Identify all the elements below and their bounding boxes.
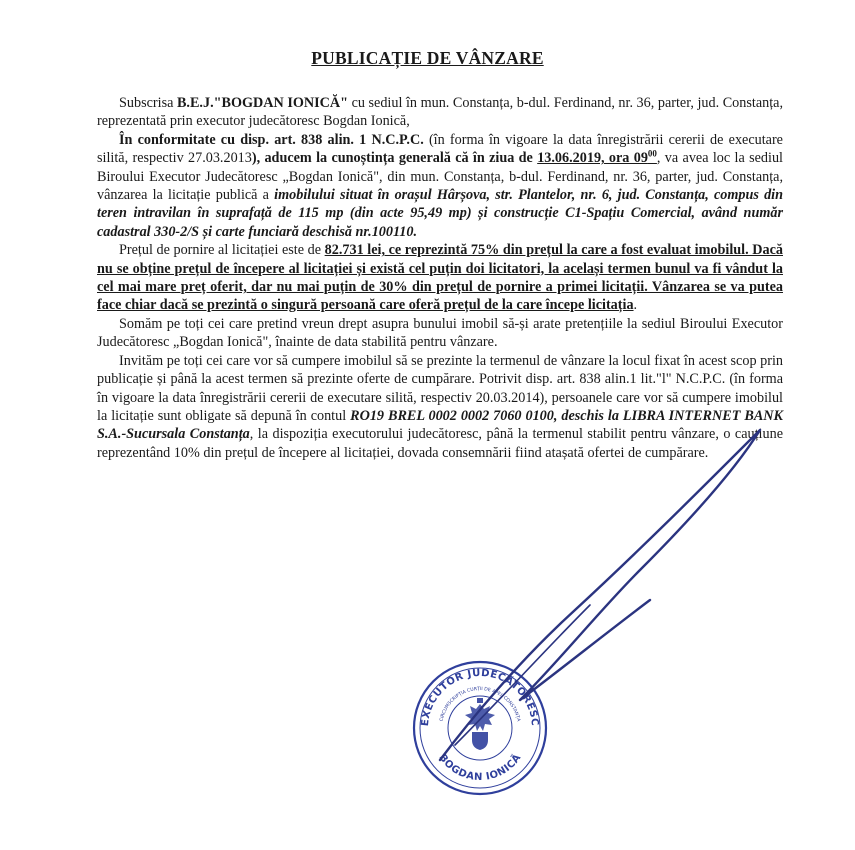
- text: Subscrisa: [119, 95, 177, 111]
- text: Prețul de pornire al licitației este de: [119, 242, 325, 259]
- bailiff-office-name: B.E.J."BOGDAN IONICĂ": [176, 95, 349, 111]
- seal-text-inner: CIRCUMSCRIPȚIA CURȚII DE APEL CONSTANȚA: [439, 686, 521, 722]
- document-title: PUBLICAȚIE DE VÂNZARE: [311, 48, 544, 68]
- auction-date: 13.06.2019, ora 09: [537, 150, 648, 167]
- bank-account: RO19 BREL 0002 0002 7060 0100, deschis la LIBRA INTERNET BANK S.A.-Sucursala Constanța: [97, 407, 783, 443]
- text: (în forma în vigoare la data înregistrării cererii de executare silită, respectiv 27.03.2013: [97, 131, 783, 167]
- text: Somăm pe toți cei care pretind vreun drept asupra bunului imobil să-și arate pretențiile la sediul Biroului Executor Judecătoresc „Bogdan Ionică", înainte de data stabilită pentru vânzare.: [97, 315, 783, 351]
- seal-text-bottom: BOGDAN IONICĂ: [436, 752, 524, 784]
- starting-price-terms: 82.731 lei, ce reprezintă 75% din prețul la care a fost evaluat imobilul. Dacă nu se obține prețul de începere al licitației și există cel puțin doi licitatori, la același termen bunul va fi vândut la cel mai mare preț oferit, dar nu mai puțin de 30% din prețul de pornire a primei licitații. Vânzarea se va putea face chiar dacă se prezintă o singură persoană care oferă prețul de la care începe licitația: [97, 242, 783, 314]
- seal-text-top: EXECUTOR JUDECĂTORESC: [419, 667, 541, 727]
- signature-stroke-secondary: [455, 605, 590, 745]
- text: , la dispoziția executorului judecătoresc, până la termenul stabilit pentru vânzare, o cauțiune reprezentând 10% din prețul de începere al licitației, dovada consemnării fiind atașată ofertei de cumpărare.: [97, 426, 783, 461]
- property-description: imobilului situat în orașul Hârșova, str. Plantelor, nr. 6, jud. Constanța, compus din teren intravilan în suprafață de 115 mp (din acte 95,49 mp) și construcție C1-Spațiu Comercial, având număr cadastral 330-2/S și carte funciară deschisă nr.100110.: [97, 187, 784, 240]
- text: .: [633, 297, 638, 314]
- text: , va avea loc la sediul Biroului Executor Judecătoresc „Bogdan Ionică", din mun. Constanța, b-dul. Ferdinand, nr. 36, parter, jud. Constanța, vânzarea la licitație publică a: [97, 150, 783, 204]
- legal-reference: În conformitate cu disp. art. 838 alin. 1 N.C.P.C.: [119, 131, 424, 148]
- text: cu sediul în mun. Constanța, b-dul. Ferdinand, nr. 36, parter, jud. Constanța, reprezentată prin executor judecătoresc Bogdan Ionică,: [97, 95, 783, 130]
- text: Invităm pe toți cei care vor să cumpere imobilul să se prezinte la termenul de vânzare la locul fixat în acest scop prin publicație și până la acest termen să prezinte oferte de cumpărare. Potrivit disp. art. 838 alin.1 lit."l" N.C.P.C. (în forma în vigoare la data înregistrării cererii de executare silită, respectiv 20.03.2014), persoanele care vor să cumpere imobilul la licitație sunt obligate să depună în contul: [97, 352, 783, 424]
- announcement-text: ), aducem la cunoștința generală că în ziua de: [251, 150, 538, 167]
- auction-minutes: 00: [647, 148, 657, 159]
